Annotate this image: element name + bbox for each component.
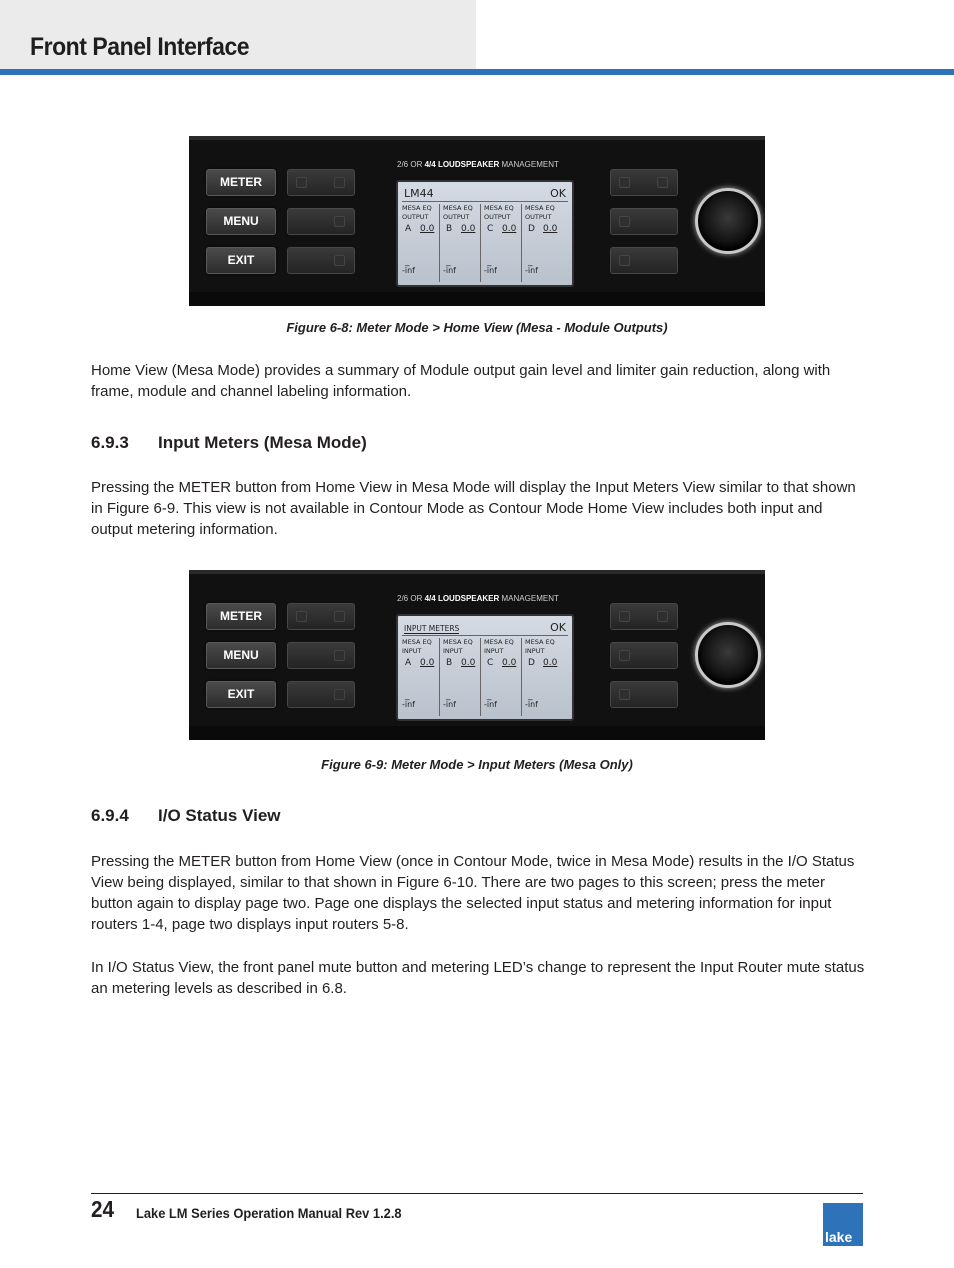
page-title: Front Panel Interface bbox=[30, 33, 250, 61]
softkey-5 bbox=[610, 208, 678, 235]
softkey-3 bbox=[287, 681, 355, 708]
rotary-knob bbox=[695, 188, 761, 254]
footer-title: Lake LM Series Operation Manual Rev 1.2.8 bbox=[136, 1205, 402, 1221]
footer-rule bbox=[91, 1193, 863, 1194]
softkey-6 bbox=[610, 247, 678, 274]
lcd-status: OK bbox=[550, 187, 566, 200]
lake-logo: lake bbox=[823, 1203, 863, 1246]
menu-button: MENU bbox=[206, 208, 276, 235]
rotary-knob bbox=[695, 622, 761, 688]
figure-caption: Figure 6-9: Meter Mode > Input Meters (Mesa Only) bbox=[321, 757, 633, 772]
menu-button: MENU bbox=[206, 642, 276, 669]
lcd-display bbox=[396, 180, 574, 287]
figure-6-9-panel-image bbox=[189, 570, 765, 740]
paragraph: Home View (Mesa Mode) provides a summary of Module output gain level and limiter gain reduction, along with frame, module and channel labeling information. bbox=[91, 362, 831, 400]
section-heading: 6.9.4 I/O Status View bbox=[91, 806, 281, 825]
lcd-channel: MESA EQ OUTPUT A 0.0 _ -inf bbox=[400, 204, 440, 280]
lcd-channel: MESA EQ INPUT B 0.0 _ -inf bbox=[441, 638, 481, 714]
page-number: 24 bbox=[91, 1196, 115, 1222]
lcd-channel: MESA EQ OUTPUT C 0.0 _ -inf bbox=[482, 204, 522, 280]
exit-button: EXIT bbox=[206, 247, 276, 274]
lcd-channel: MESA EQ OUTPUT B 0.0 _ -inf bbox=[441, 204, 481, 280]
softkey-1 bbox=[287, 603, 355, 630]
lcd-channel: MESA EQ INPUT D 0.0 _ -inf bbox=[525, 638, 558, 709]
softkey-5 bbox=[610, 642, 678, 669]
exit-button: EXIT bbox=[206, 681, 276, 708]
lcd-channel: MESA EQ OUTPUT D 0.0 _ -inf bbox=[525, 204, 558, 275]
lcd-channel: MESA EQ INPUT A 0.0 _ -inf bbox=[400, 638, 440, 714]
lcd-title: INPUT METERS bbox=[404, 624, 460, 633]
softkey-2 bbox=[287, 208, 355, 235]
lcd-status: OK bbox=[550, 621, 566, 634]
lcd-display bbox=[396, 614, 574, 721]
paragraph: Pressing the METER button from Home View (once in Contour Mode, twice in Mesa Mode) results in the I/O Status View being displayed, similar to that shown in Figure 6-10. There are two pages to this screen; press the meter button again to display page two. Page one displays the selected input status and metering information for input routers 1-4, page two displays input routers 5-8. bbox=[91, 853, 855, 933]
figure-caption: Figure 6-8: Meter Mode > Home View (Mesa - Module Outputs) bbox=[286, 320, 668, 335]
softkey-3 bbox=[287, 247, 355, 274]
header-rule bbox=[0, 69, 954, 75]
softkey-6 bbox=[610, 681, 678, 708]
section-heading: 6.9.3 Input Meters (Mesa Mode) bbox=[91, 433, 367, 452]
softkey-4 bbox=[610, 169, 678, 196]
meter-button: METER bbox=[206, 169, 276, 196]
paragraph: Pressing the METER button from Home View in Mesa Mode will display the Input Meters View similar to that shown in Figure 6-9. This view is not available in Contour Mode as Contour Mode Home View includes both input and output metering information. bbox=[91, 479, 856, 538]
panel-label: 2/6 OR 4/4 LOUDSPEAKER MANAGEMENT bbox=[397, 594, 559, 603]
panel-label: 2/6 OR 4/4 LOUDSPEAKER MANAGEMENT bbox=[397, 160, 559, 169]
softkey-4 bbox=[610, 603, 678, 630]
figure-6-8-panel-image bbox=[189, 136, 765, 306]
meter-button: METER bbox=[206, 603, 276, 630]
lcd-channel: MESA EQ INPUT C 0.0 _ -inf bbox=[482, 638, 522, 714]
paragraph: In I/O Status View, the front panel mute button and metering LED’s change to represent the Input Router mute status an metering levels as described in 6.8. bbox=[91, 959, 865, 997]
softkey-2 bbox=[287, 642, 355, 669]
lcd-title: LM44 bbox=[404, 187, 434, 200]
softkey-1 bbox=[287, 169, 355, 196]
